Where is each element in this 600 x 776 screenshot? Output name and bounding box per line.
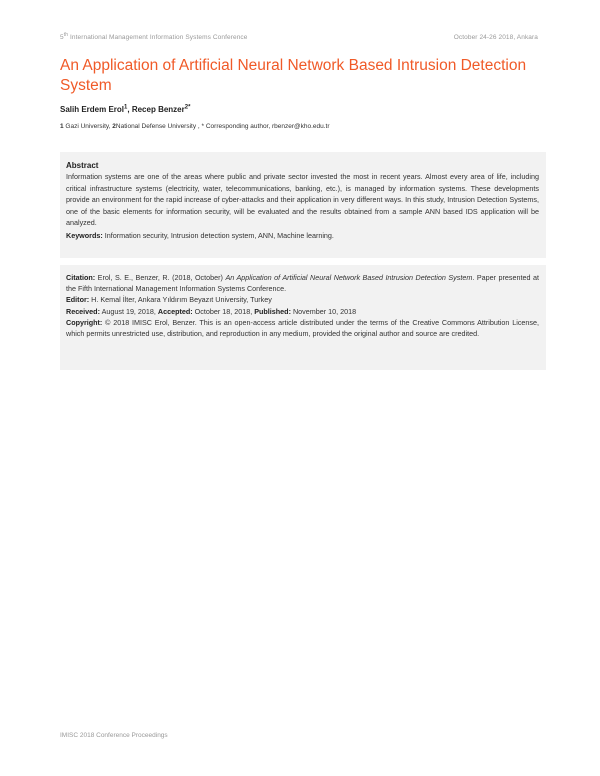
keywords-list: Information security, Intrusion detection system, ANN, Machine learning. bbox=[102, 230, 334, 240]
editor-label: Editor: bbox=[66, 295, 90, 305]
conference-header bbox=[60, 31, 248, 41]
published-date: November 10, 2018 bbox=[290, 306, 357, 316]
received-label: Received: bbox=[66, 306, 100, 316]
abstract-body: Information systems are one of the areas where public and private sector invested the most in recent years. Almost every area of life, including critical infrastructure systems (electricity, water, telecommunications, banking, etc.), is managed by information systems. These developments provide an environment for the rapid increase of cyber-attacks and their application in very different ways. In this study, Intrusion Detection Systems, one of the basic elements for information security, will be evaluated and the results obtained from a sample ANN based IDS application will be analyzed. bbox=[66, 172, 539, 227]
citation-rest: . Paper presented at the Fifth International Management Information Systems Conference. bbox=[66, 273, 539, 294]
paper-title: An Application of Artificial Neural Network Based Intrusion Detection System bbox=[60, 57, 527, 94]
affiliation-text: National Defense University , * Corresponding author, rbenzer@kho.edu.tr bbox=[115, 123, 330, 130]
editor-value: H. Kemal İlter, Ankara Yıldırım Beyazıt University, Turkey bbox=[89, 295, 272, 305]
dates-line bbox=[66, 306, 539, 317]
affiliations bbox=[60, 123, 330, 130]
author-list bbox=[60, 105, 190, 114]
copyright-line bbox=[66, 317, 539, 339]
author-name: Recep Benzer bbox=[131, 105, 185, 114]
citation-title: An Application of Artificial Neural Network Based Intrusion Detection System bbox=[225, 273, 473, 282]
author-affiliation-mark: 1 bbox=[124, 104, 128, 111]
proceedings-footer: IMISC 2018 Conference Proceedings bbox=[60, 732, 168, 739]
author-separator: , bbox=[127, 105, 132, 114]
received-date: August 19, 2018, bbox=[99, 306, 158, 316]
keywords bbox=[66, 230, 539, 241]
accepted-label: Accepted: bbox=[157, 306, 193, 316]
citation-label: Citation: bbox=[66, 273, 96, 282]
affiliation-number: 1 bbox=[60, 123, 64, 130]
author-affiliation-mark: 2* bbox=[184, 104, 191, 111]
published-label: Published: bbox=[254, 306, 291, 316]
accepted-date: October 18, 2018, bbox=[192, 306, 255, 316]
conference-date: October 24-26 2018, Ankara bbox=[453, 34, 538, 41]
editor-line bbox=[66, 294, 539, 305]
citation-authors: Erol, S. E., Benzer, R. (2018, October) bbox=[95, 273, 226, 282]
copyright-text: © 2018 IMISC Erol, Benzer. This is an open-access article distributed under the terms of the Creative Commons Attribution License, which permits unrestricted use, distribution, and reproduction in any medium, provided the original author and source are credited. bbox=[66, 317, 539, 339]
keywords-label: Keywords: bbox=[66, 230, 103, 240]
copyright-label: Copyright: bbox=[66, 317, 103, 327]
conference-name: International Management Information Systems Conference bbox=[68, 34, 248, 41]
affiliation-text: Gazi University, bbox=[63, 123, 113, 130]
affiliation-number: 2 bbox=[112, 123, 116, 130]
conference-ordinal: th bbox=[63, 31, 69, 38]
conference-number: 5 bbox=[60, 34, 64, 41]
citation-line bbox=[66, 272, 539, 294]
abstract-heading: Abstract bbox=[66, 161, 99, 170]
abstract-section bbox=[60, 152, 546, 258]
author-name: Salih Erdem Erol bbox=[60, 105, 125, 114]
citation-section bbox=[60, 265, 546, 370]
